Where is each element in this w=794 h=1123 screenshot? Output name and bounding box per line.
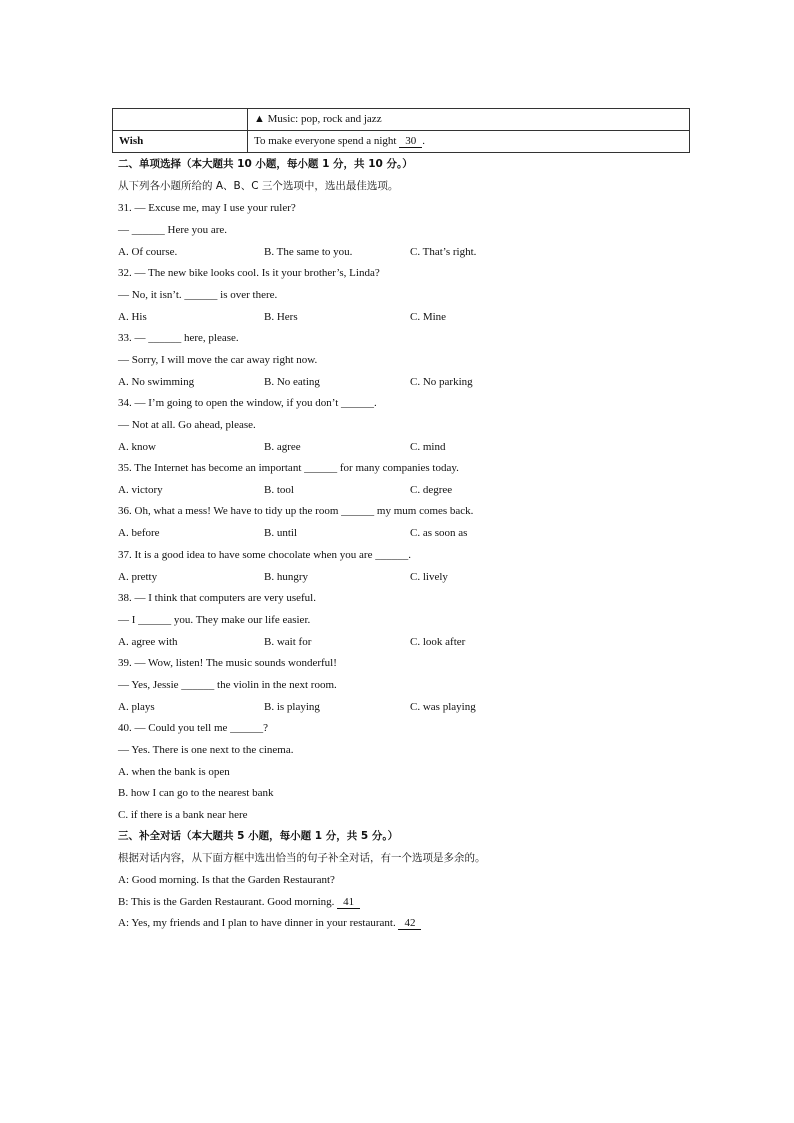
question-36-option-b: B. until — [264, 527, 298, 539]
question-33-option-c: C. No parking — [410, 376, 473, 388]
question-32-option-c: C. Mine — [410, 311, 447, 323]
question-40-stem: 40. — Could you tell me ______? — [118, 722, 269, 734]
question-31-option-b: B. The same to you. — [264, 246, 353, 258]
question-37-option-a: A. pretty — [118, 571, 158, 583]
question-37-stem: 37. It is a good idea to have some chocolate when you are ______. — [118, 549, 411, 561]
section2-title: 二、单项选择（本大题共 10 小题，每小题 1 分，共 10 分。） — [118, 158, 413, 170]
question-39-reply: — Yes, Jessie ______ the violin in the next room. — [118, 679, 337, 691]
question-38-stem: 38. — I think that computers are very useful. — [118, 592, 316, 604]
blank-42: 42 — [398, 917, 421, 930]
question-34-option-b: B. agree — [264, 441, 301, 453]
question-31-option-c: C. That’s right. — [410, 246, 477, 258]
question-38-reply: — I ______ you. They make our life easier. — [118, 614, 311, 626]
blank-30: 30 — [399, 135, 422, 148]
table-cell-label — [113, 109, 248, 131]
blank-41: 41 — [337, 896, 360, 909]
question-34-stem: 34. — I’m going to open the window, if you don’t ______. — [118, 397, 377, 409]
table-cell-label: Wish — [113, 131, 248, 153]
table-cell-content: ▲ Music: pop, rock and jazz — [248, 109, 690, 131]
question-39-option-b: B. is playing — [264, 701, 320, 713]
question-40-reply: — Yes. There is one next to the cinema. — [118, 744, 294, 756]
question-35-option-a: A. victory — [118, 484, 163, 496]
dialogue-line-2-text: B: This is the Garden Restaurant. Good morning. — [118, 896, 338, 908]
question-38-option-b: B. wait for — [264, 636, 312, 648]
question-40-option-a: A. when the bank is open — [118, 766, 230, 778]
dialogue-line-3 — [118, 916, 421, 930]
question-32-option-a: A. His — [118, 311, 147, 323]
question-34-option-a: A. know — [118, 441, 156, 453]
section2-instruction: 从下列各小题所给的 A、B、C 三个选项中，选出最佳选项。 — [118, 180, 399, 192]
question-40-option-c: C. if there is a bank near here — [118, 809, 248, 821]
question-37-option-c: C. lively — [410, 571, 448, 583]
wish-suffix: . — [422, 135, 425, 147]
question-39-option-c: C. was playing — [410, 701, 476, 713]
question-37-option-b: B. hungry — [264, 571, 308, 583]
question-35-option-c: C. degree — [410, 484, 453, 496]
question-33-option-b: B. No eating — [264, 376, 320, 388]
question-32-reply: — No, it isn’t. ______ is over there. — [118, 289, 278, 301]
question-39-option-a: A. plays — [118, 701, 155, 713]
question-33-stem: 33. — ______ here, please. — [118, 332, 239, 344]
question-35-stem: 35. The Internet has become an important ______ for many companies today. — [118, 462, 459, 474]
question-40-option-b: B. how I can go to the nearest bank — [118, 787, 274, 799]
question-36-option-c: C. as soon as — [410, 527, 468, 539]
info-table — [112, 108, 690, 153]
section3-title: 三、补全对话（本大题共 5 小题，每小题 1 分，共 5 分。） — [118, 830, 399, 842]
question-39-stem: 39. — Wow, listen! The music sounds wonderful! — [118, 657, 337, 669]
question-33-reply: — Sorry, I will move the car away right now. — [118, 354, 318, 366]
dialogue-line-1: A: Good morning. Is that the Garden Restaurant? — [118, 874, 335, 886]
question-38-option-c: C. look after — [410, 636, 466, 648]
question-32-option-b: B. Hers — [264, 311, 298, 323]
question-31-reply: — ______ Here you are. — [118, 224, 228, 236]
question-36-option-a: A. before — [118, 527, 160, 539]
dialogue-line-2 — [118, 895, 360, 909]
dialogue-line-3-text: A: Yes, my friends and I plan to have dinner in your restaurant. — [118, 917, 399, 929]
question-34-option-c: C. mind — [410, 441, 446, 453]
question-31-option-a: A. Of course. — [118, 246, 178, 258]
question-33-option-a: A. No swimming — [118, 376, 195, 388]
question-35-option-b: B. tool — [264, 484, 294, 496]
question-36-stem: 36. Oh, what a mess! We have to tidy up the room ______ my mum comes back. — [118, 505, 474, 517]
question-31-stem: 31. — Excuse me, may I use your ruler? — [118, 202, 296, 214]
question-38-option-a: A. agree with — [118, 636, 178, 648]
table-cell-content — [248, 131, 690, 153]
section3-instruction: 根据对话内容，从下面方框中选出恰当的句子补全对话，有一个选项是多余的。 — [118, 852, 486, 864]
question-32-stem: 32. — The new bike looks cool. Is it your brother’s, Linda? — [118, 267, 380, 279]
wish-text: To make everyone spend a night — [254, 135, 400, 147]
table-row — [113, 109, 690, 131]
question-34-reply: — Not at all. Go ahead, please. — [118, 419, 256, 431]
table-row — [113, 131, 690, 153]
